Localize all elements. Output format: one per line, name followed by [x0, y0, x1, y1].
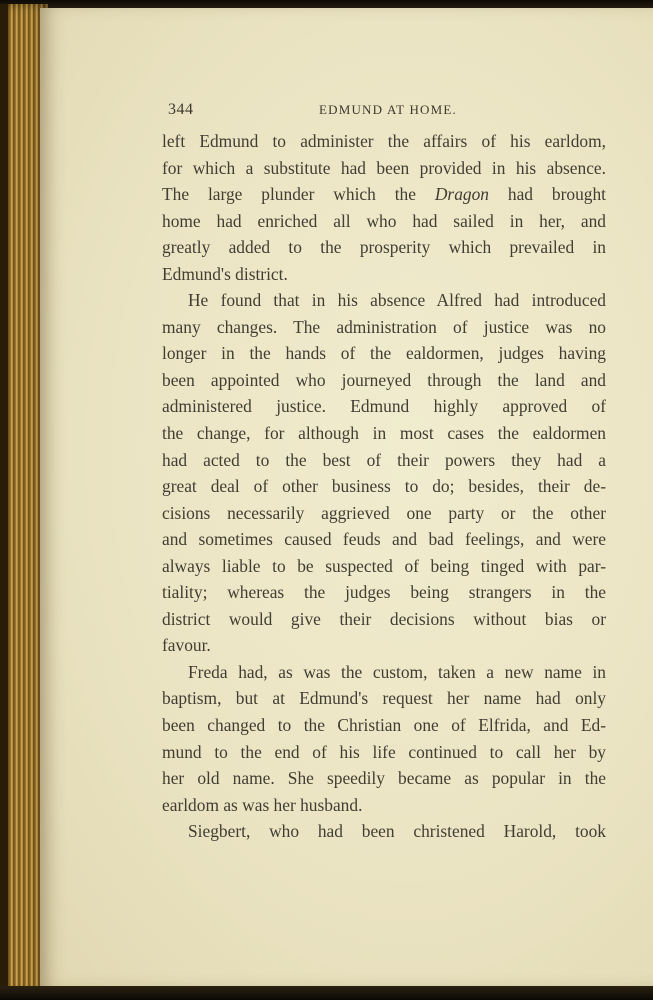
text-line: Freda had, as was the custom, taken a new name in — [188, 661, 606, 682]
text-line: administered justice. Edmund highly approved of — [162, 396, 606, 417]
text-line: always liable to be suspected of being tinged with par- — [162, 555, 606, 576]
text-line: baptism, but at Edmund's request her name had only — [162, 688, 606, 709]
text-line: cisions necessarily aggrieved one party or the other — [162, 502, 606, 523]
text-line: tiality; whereas the judges being strangers in the — [162, 582, 606, 603]
text-line: for which a substitute had been provided in his absence. — [162, 157, 606, 178]
text-line: home had enriched all who had sailed in her, and — [162, 210, 606, 231]
text-line: Edmund's district. — [162, 263, 288, 284]
text-line: longer in the hands of the ealdormen, judges having — [162, 343, 606, 364]
text-line: district would give their decisions without bias or — [162, 608, 606, 629]
text-line — [162, 181, 606, 208]
text-line: left Edmund to administer the affairs of his earldom, — [162, 131, 606, 151]
text-line: mund to the end of his life continued to call her by — [162, 741, 606, 762]
bottom-shadow — [0, 986, 653, 1000]
running-head — [168, 101, 608, 121]
text-line: been appointed who journeyed through the land and — [162, 369, 606, 390]
text-line: been changed to the Christian one of Elfrida, and Ed- — [162, 715, 606, 736]
text-line: Siegbert, who had been christened Harold, took — [188, 821, 606, 842]
text-segment: The large plunder which the — [162, 184, 435, 205]
body-text — [162, 128, 606, 845]
text-line: her old name. She speedily became as popular in the — [162, 768, 606, 789]
text-line: and sometimes caused feuds and bad feelings, and were — [162, 529, 606, 550]
text-segment: had brought — [488, 184, 606, 205]
running-title: EDMUND AT HOME. — [318, 102, 457, 117]
text-line: He found that in his absence Alfred had introduced — [188, 290, 606, 311]
text-line: greatly added to the prosperity which prevailed in — [162, 237, 606, 258]
binding-edge — [0, 4, 8, 994]
page-number: 344 — [168, 101, 194, 118]
text-line: earldom as was her husband. — [162, 794, 363, 815]
text-line: great deal of other business to do; besides, their de- — [162, 476, 606, 497]
text-line: favour. — [162, 635, 211, 656]
ship-name: Dragon — [434, 184, 489, 205]
text-line: the change, for although in most cases the ealdormen — [162, 423, 606, 444]
text-line: many changes. The administration of justice was no — [162, 316, 606, 337]
text-line: had acted to the best of their powers they had a — [162, 449, 606, 470]
